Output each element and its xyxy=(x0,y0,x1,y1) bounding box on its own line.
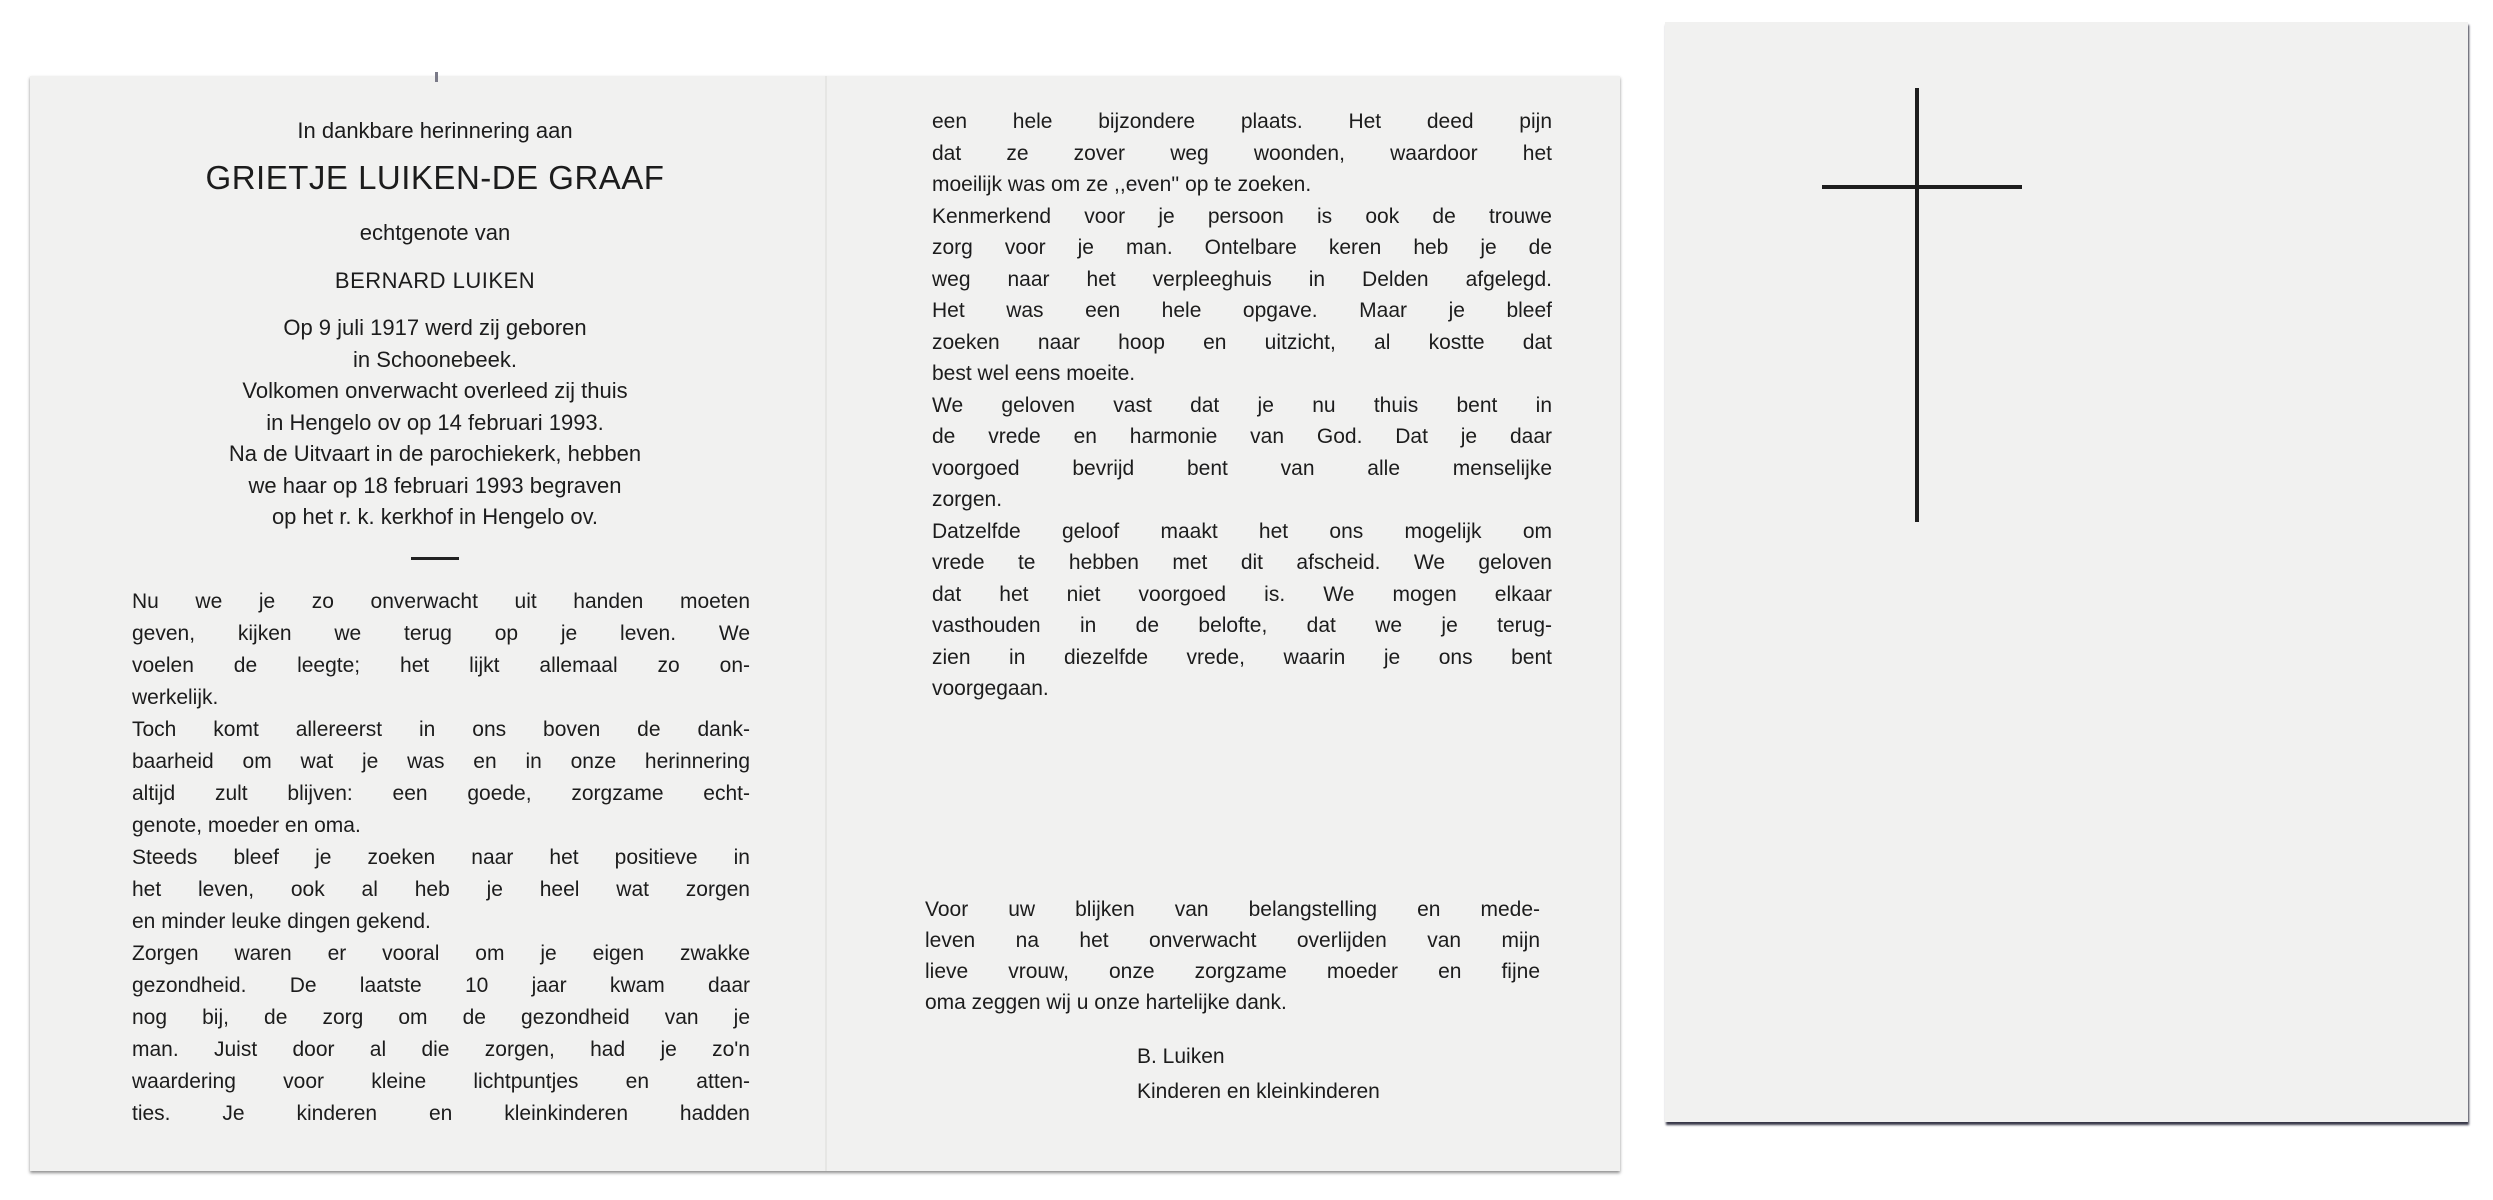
text-line: baarheid om wat je was en in onze herinnering xyxy=(132,750,750,773)
deceased-name: GRIETJE LUIKEN-DE GRAAF xyxy=(205,159,665,196)
card-top-mark xyxy=(435,72,438,82)
text-line: zoeken naar hoop en uitzicht, al kostte dat xyxy=(932,330,1552,354)
text-line: Toch komt allereerst in ons boven de dank- xyxy=(132,718,750,741)
text-line: zien in diezelfde vrede, waarin je ons bent xyxy=(932,645,1552,669)
memorial-text-left xyxy=(132,586,750,1130)
text-line: zorgen. xyxy=(932,488,1003,511)
fact-line: op het r. k. kerkhof in Hengelo ov. xyxy=(271,504,599,529)
fact-line: Op 9 juli 1917 werd zij geboren xyxy=(283,315,587,340)
text-line: het leven, ook al heb je heel wat zorgen xyxy=(132,878,750,901)
cross-horizontal-bar xyxy=(1822,185,2022,189)
text-line: voorgegaan. xyxy=(932,677,1049,700)
cross-vertical-bar xyxy=(1915,88,1919,522)
text-line: een hele bijzondere plaats. Het deed pijn xyxy=(932,110,1552,133)
memorial-text-right xyxy=(932,106,1552,705)
text-line: Steeds bleef je zoeken naar het positieve in xyxy=(132,846,750,869)
text-line: best wel eens moeite. xyxy=(932,362,1136,385)
fact-line: we haar op 18 februari 1993 begraven xyxy=(248,472,622,498)
spouse-label: echtgenote van xyxy=(359,220,511,245)
text-line: geven, kijken we terug op je leven. We xyxy=(132,622,750,645)
text-line: Voor uw blijken van belangstelling en mede- xyxy=(925,898,1540,921)
text-line: weg naar het verpleeghuis in Delden afgelegd. xyxy=(932,267,1552,291)
text-line: Nu we je zo onverwacht uit handen moeten xyxy=(132,590,750,613)
signature-family: Kinderen en kleinkinderen xyxy=(1137,1080,1380,1103)
text-line: altijd zult blijven: een goede, zorgzame echt- xyxy=(132,782,750,805)
text-line: vrede te hebben met dit afscheid. We geloven xyxy=(932,551,1552,574)
signature-name: B. Luiken xyxy=(1137,1045,1225,1068)
text-line: vasthouden in de belofte, dat we je terug- xyxy=(932,614,1552,637)
text-line: lieve vrouw, onze zorgzame moeder en fijne xyxy=(925,960,1540,983)
thank-you-text xyxy=(925,894,1540,1018)
text-line: zorg voor je man. Ontelbare keren heb je de xyxy=(932,236,1552,259)
text-line: de vrede en harmonie van God. Dat je daar xyxy=(932,425,1552,448)
text-line: We geloven vast dat je nu thuis bent in xyxy=(932,393,1552,417)
text-line: voelen de leegte; het lijkt allemaal zo on- xyxy=(132,654,750,677)
signature-block xyxy=(1137,1039,1380,1109)
fact-line: in Schoonebeek. xyxy=(353,346,517,372)
text-line: Datzelfde geloof maakt het ons mogelijk om xyxy=(932,519,1552,543)
text-line: en minder leuke dingen gekend. xyxy=(132,910,431,933)
text-line: Kenmerkend voor je persoon is ook de trouwe xyxy=(932,204,1552,228)
life-facts xyxy=(30,312,840,533)
text-line: Het was een hele opgave. Maar je bleef xyxy=(932,299,1552,322)
text-line: nog bij, de zorg om de gezondheid van je xyxy=(132,1006,750,1029)
inner-card xyxy=(30,76,1620,1171)
text-line: dat ze zover weg woonden, waardoor het xyxy=(932,141,1552,165)
text-line: ties. Je kinderen en kleinkinderen hadden xyxy=(132,1102,750,1125)
divider-rule xyxy=(411,557,459,560)
spouse-name: BERNARD LUIKEN xyxy=(334,268,536,293)
text-line: waardering voor kleine lichtpuntjes en atten- xyxy=(132,1070,750,1093)
text-line: voorgoed bevrijd bent van alle menselijke xyxy=(932,456,1552,480)
text-line: dat het niet voorgoed is. We mogen elkaar xyxy=(932,582,1552,606)
text-line: moeilijk was om ze ,,even'' op te zoeken. xyxy=(932,173,1312,196)
fact-line: in Hengelo ov op 14 februari 1993. xyxy=(266,409,604,435)
text-line: werkelijk. xyxy=(132,686,219,709)
text-line: Zorgen waren er vooral om je eigen zwakke xyxy=(132,942,750,965)
text-line: gezondheid. De laatste 10 jaar kwam daar xyxy=(132,974,750,997)
text-line: man. Juist door al die zorgen, had je zo'n xyxy=(132,1038,750,1061)
intro-line: In dankbare herinnering aan xyxy=(297,118,573,143)
text-line: oma zeggen wij u onze hartelijke dank. xyxy=(925,991,1287,1014)
front-card xyxy=(1665,22,2468,1122)
fact-line: Na de Uitvaart in de parochiekerk, hebben xyxy=(228,441,642,466)
text-line: genote, moeder en oma. xyxy=(132,814,361,837)
fact-line: Volkomen onverwacht overleed zij thuis xyxy=(242,378,628,403)
text-line: leven na het onverwacht overlijden van mijn xyxy=(925,929,1540,952)
